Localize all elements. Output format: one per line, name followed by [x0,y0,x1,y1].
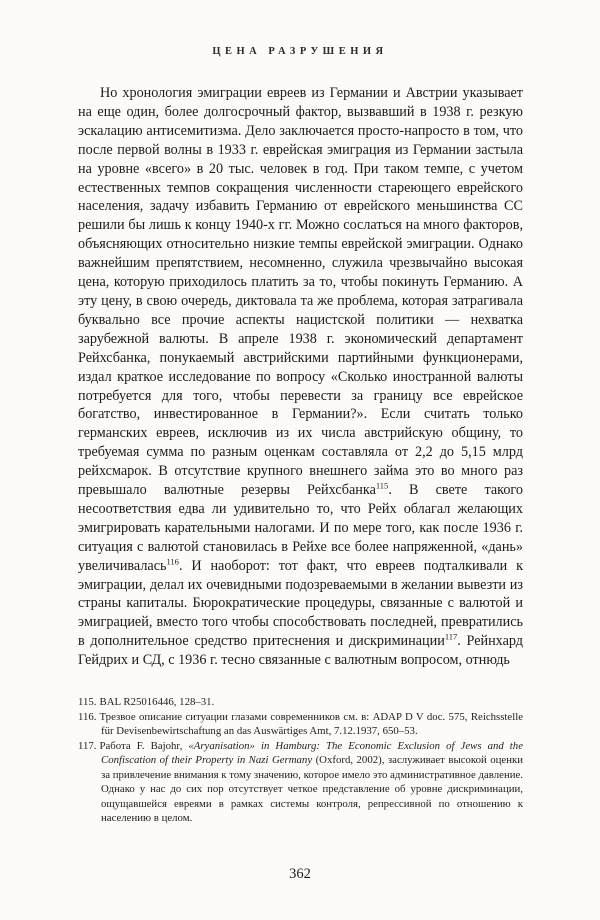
footnote-117 [78,739,523,826]
text-segment: . Рейнхард Гейдрих и СД, с 1936 г. тесно связанные с валютным вопросом, отнюдь [78,633,524,669]
text-segment: Трезвое описание ситуации глазами современников см. в: ADAP D V doc. 575, Reichsstelle für Devisenbewirtschaftung an das Auswärtiges Amt, 7.12.1937, 650–53. [99,710,523,738]
footnote-reference: 116 [166,555,179,566]
italic-text: «Aryanisation» in Hamburg: The Economic Exclusion of Jews and the Confiscation of their Property in Nazi Germany [101,739,524,767]
text-segment: BAL R25016446, 128–31. [99,696,215,709]
footnote-text [100,711,524,738]
text-segment: Работа F. Bajohr, [99,739,189,752]
text-segment: . И наоборот: тот факт, что евреев подталкивали к эмиграции, делал их очевидными подозреваемыми в желании вывезти из страны капиталы. Бюрократические процедуры, связанные с валютой и эмиграцией, вместо того чтобы способствовать последней, превратились в дополнительное средство притеснения и дискриминации [78,557,523,650]
footnote-number: 115. [78,696,97,709]
body-paragraph [78,84,523,670]
footnote-number: 116. [78,710,97,723]
text-segment: . В свете такого несоответствия едва ли удивительно то, что Рейх облагал желающих эмигрировать карательными налогами. И по мере того, как после 1936 г. ситуация с валютой становилась в Рейхе все более напряженной, «дань» увеличивалась [78,482,523,574]
footnote-text [100,696,215,708]
page-number: 362 [289,866,311,882]
footnote-text [100,740,524,825]
footnotes-section [78,695,523,826]
footnote-number: 117. [78,739,97,752]
footnote-115 [78,695,523,710]
running-header: ЦЕНА РАЗРУШЕНИЯ [212,46,388,57]
footnote-116 [78,710,523,739]
text-segment: (Oxford, 2002), заслуживает высокой оценки за привлечение внимания к тому значению, которое имело это административное давление. Однако у нас до сих пор отсутствует четкое представление об уровне дискриминации, ощущавшейся евреями в рамках системы контроля, репрессивной по отношению к населению в целом. [101,754,523,825]
footnote-reference: 117 [444,631,458,642]
text-segment: Но хронология эмиграции евреев из Германии и Австрии указывает на еще один, более долгосрочный фактор, вызвавший в 1938 г. резкую эскалацию антисемитизма. Дело заключается просто-напросто в том, что после первой волны в 1933 г. еврейская эмиграция из Германии застыла на уровне «всего» в 20 тыс. человек в год. При таком темпе, с учетом естественных темпов сокращения численности стареющего еврейского населения, задачу избавить Германию от еврейского меньшинства СС решили бы лишь к концу 1940-х гг. Можно сослаться на много факторов, объясняющих относительно низкие темпы еврейской эмиграции. Однако важнейшим препятствием, несомненно, служила чрезвычайно высокая цена, которую приходилось платить за то, чтобы покинуть Германию. А эту цену, в свою очередь, диктовала та же проблема, которая затрагивала буквально все прочие аспекты нацистской политики — нехватка зарубежной валюты. В апреле 1938 г. экономический департамент Рейхсбанка, понукаемый австрийскими партийными функционерами, издал краткое исследование по вопросу «Сколько иностранной валюты потребуется для того, чтобы перевести за границу все еврейское богатство, инвестированное в Германии?». Если считать только германских евреев, исключив из их числа австрийскую общину, то требуемая сумма по разным оценкам составляла от 2,2 до 5,15 млрд рейхсмарок. В отсутствие крупного внешнего займа это во много раз превышало валютные резервы Рейхсбанка [78,85,523,499]
footnote-reference: 115 [375,480,389,491]
